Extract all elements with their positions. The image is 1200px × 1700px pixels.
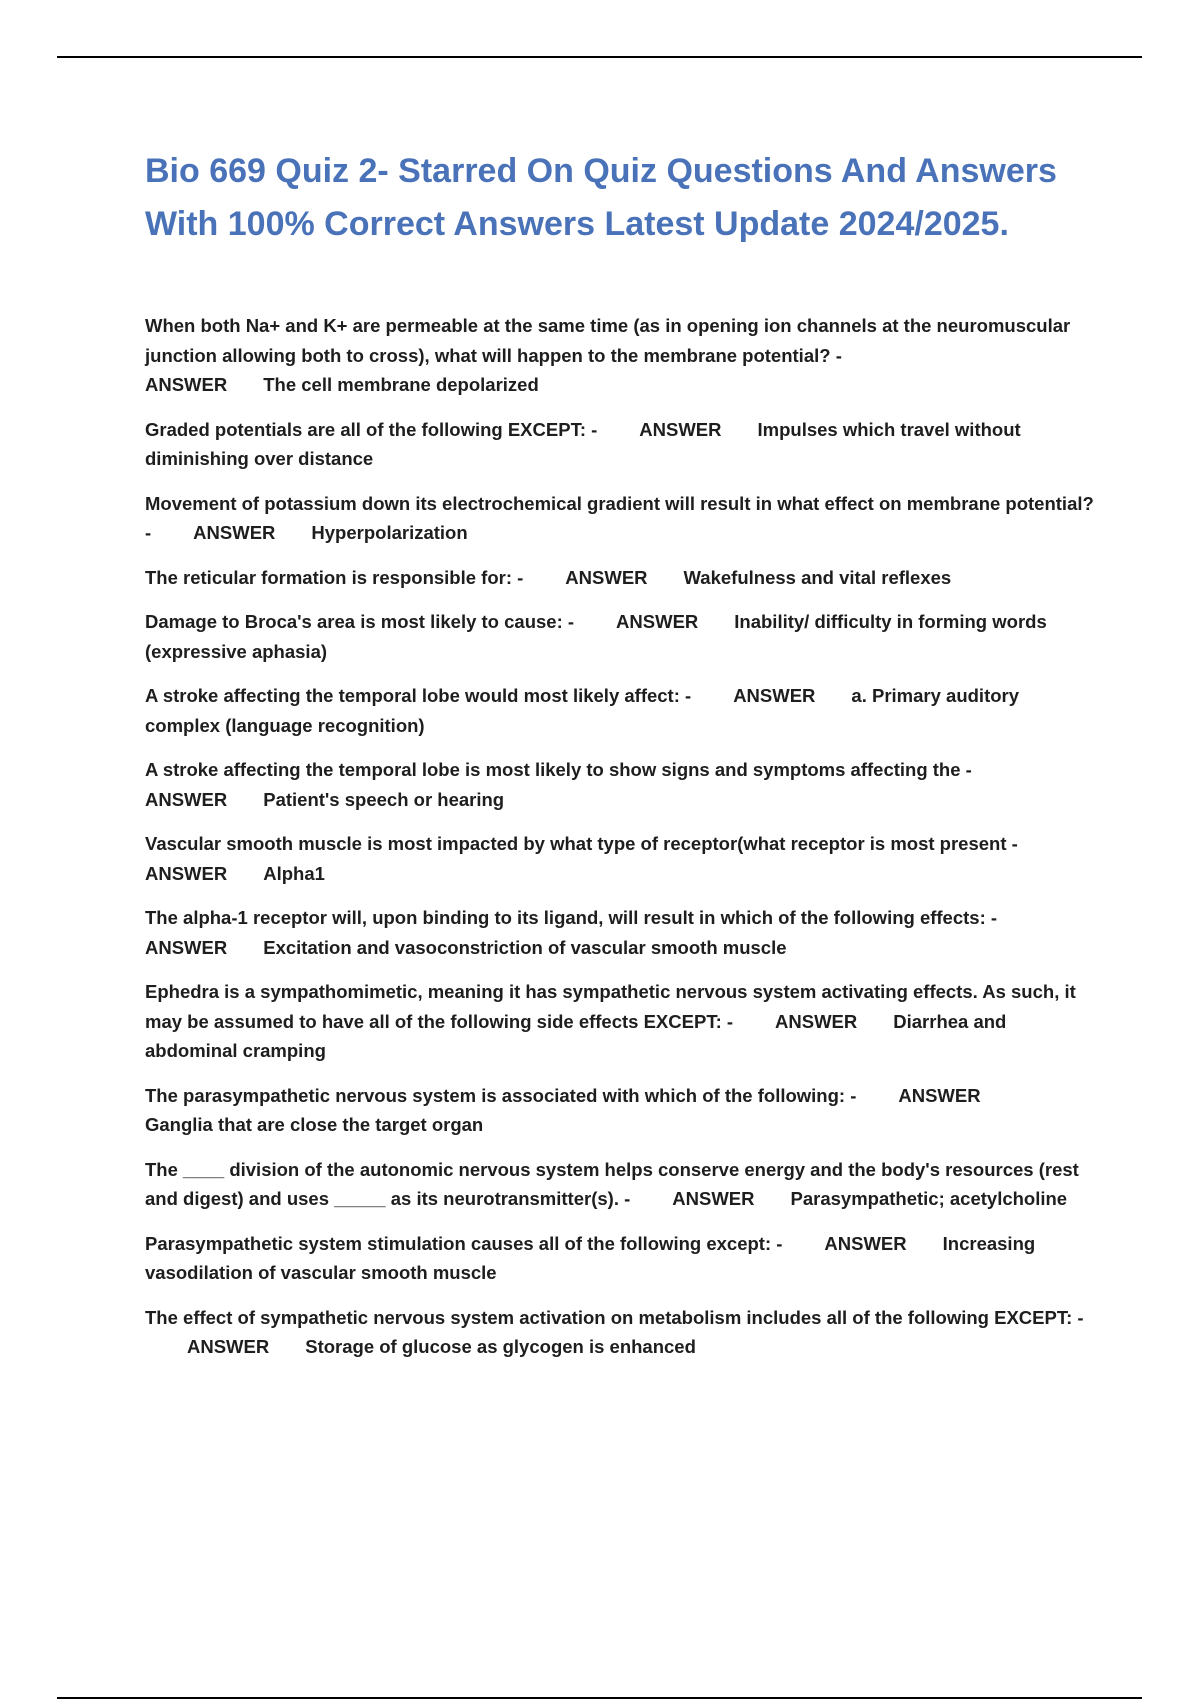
answer-text: The cell membrane depolarized [263, 374, 539, 395]
question-text: The ____ division of the autonomic nervous system helps conserve energy and the body's resources (rest and digest) and uses _____ as its neurotransmitter(s). - [145, 1158, 1079, 1209]
question-text: Movement of potassium down its electrochemical gradient will result in what effect on membrane potential? - [145, 492, 1094, 543]
question-text: A stroke affecting the temporal lobe would most likely affect: - [145, 685, 692, 706]
qa-item [145, 489, 1095, 548]
answer-label: ANSWER [824, 1232, 907, 1254]
answer-label: ANSWER [898, 1084, 981, 1106]
answer-text: Increasing vasodilation of vascular smooth muscle [145, 1232, 1036, 1283]
answer-label: ANSWER [145, 788, 228, 810]
qa-item [145, 829, 1095, 888]
page-title: Bio 669 Quiz 2- Starred On Quiz Questions And Answers With 100% Correct Answers Latest Update 2024/2025. [145, 152, 1057, 243]
answer-text: Patient's speech or hearing [263, 788, 505, 810]
qa-item [145, 1081, 1095, 1140]
question-text: Parasympathetic system stimulation causes all of the following except: - [145, 1232, 783, 1254]
answer-label: ANSWER [145, 862, 228, 884]
qa-list [145, 311, 1095, 1377]
answer-label: ANSWER [733, 685, 816, 706]
bottom-rule [57, 1697, 1142, 1699]
answer-label: ANSWER [672, 1188, 755, 1209]
qa-item [145, 1155, 1095, 1214]
answer-text: Excitation and vasoconstriction of vascular smooth muscle [263, 936, 787, 958]
answer-label: ANSWER [616, 611, 699, 632]
answer-text: Parasympathetic; acetylcholine [790, 1188, 1068, 1209]
answer-label: ANSWER [565, 566, 648, 588]
answer-text: Wakefulness and vital reflexes [683, 566, 952, 588]
question-text: The effect of sympathetic nervous system activation on metabolism includes all of the following EXCEPT: - [145, 1306, 1084, 1328]
qa-item [145, 311, 1095, 400]
question-text: Damage to Broca's area is most likely to cause: - [145, 611, 575, 632]
answer-text: Hyperpolarization [311, 522, 468, 543]
qa-item [145, 903, 1095, 962]
answer-label: ANSWER [775, 1010, 858, 1032]
answer-text: Diarrhea and abdominal cramping [145, 1010, 1007, 1061]
answer-text: a. Primary auditory complex (language recognition) [145, 685, 1020, 736]
answer-text: Storage of glucose as glycogen is enhanced [305, 1336, 696, 1357]
answer-text: Alpha1 [263, 862, 325, 884]
top-rule [57, 56, 1142, 58]
answer-text: Ganglia that are close the target organ [145, 1114, 484, 1135]
answer-label: ANSWER [145, 374, 228, 395]
answer-text: Impulses which travel without diminishing over distance [145, 418, 1021, 469]
qa-item [145, 681, 1095, 740]
question-text: Ephedra is a sympathomimetic, meaning it has sympathetic nervous system activating effects. As such, it may be assumed to have all of the following side effects EXCEPT: - [145, 981, 1076, 1032]
qa-item [145, 1229, 1095, 1288]
question-text: The parasympathetic nervous system is associated with which of the following: - [145, 1084, 857, 1106]
qa-item [145, 977, 1095, 1066]
question-text: The alpha-1 receptor will, upon binding to its ligand, will result in which of the following effects: - [145, 907, 998, 928]
question-text: Vascular smooth muscle is most impacted by what type of receptor(what receptor is most present - [145, 833, 1018, 854]
qa-item [145, 1303, 1095, 1362]
answer-label: ANSWER [193, 522, 276, 543]
question-text: A stroke affecting the temporal lobe is most likely to show signs and symptoms affecting the - [145, 759, 972, 780]
qa-item [145, 755, 1095, 814]
qa-item [145, 607, 1095, 666]
qa-item [145, 415, 1095, 474]
question-text: When both Na+ and K+ are permeable at the same time (as in opening ion channels at the neuromuscular junction allowing both to cross), what will happen to the membrane potential? - [145, 315, 1071, 366]
question-text: Graded potentials are all of the following EXCEPT: - [145, 418, 598, 440]
answer-text: Inability/ difficulty in forming words (expressive aphasia) [145, 611, 1047, 662]
qa-item [145, 563, 1095, 593]
answer-label: ANSWER [639, 418, 722, 440]
question-text: The reticular formation is responsible for: - [145, 566, 524, 588]
answer-label: ANSWER [187, 1336, 270, 1357]
answer-label: ANSWER [145, 936, 228, 958]
